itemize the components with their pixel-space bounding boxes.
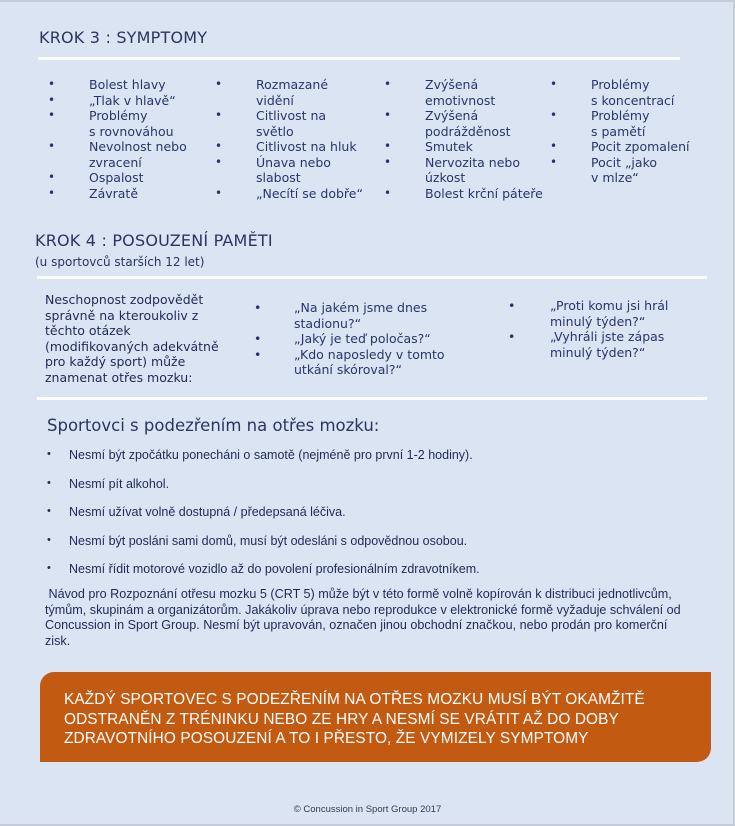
symptom-text: Ospalost: [89, 170, 144, 185]
symptom-item: [384, 108, 554, 139]
symptom-item: [215, 139, 385, 155]
bullet-icon: •: [254, 300, 262, 315]
symptom-item: [384, 186, 554, 202]
legal-notice: [45, 587, 695, 649]
memory-questions-right: [508, 298, 668, 360]
symptom-text: Nervozita nebo úzkost: [425, 154, 520, 185]
symptom-item: [384, 155, 554, 186]
symptom-text: Bolest hlavy: [89, 77, 166, 92]
suspected-item-text: Nesmí řídit motorové vozidlo až do povolení profesionálním zdravotníkem.: [69, 562, 480, 576]
bullet-icon: •: [48, 185, 56, 200]
symptom-item: [48, 108, 218, 139]
step4-heading: KROK 4 : POSOUZENÍ PAMĚTI: [35, 231, 273, 250]
bullet-icon: •: [550, 154, 558, 169]
symptom-text: Zvýšená podrážděnost: [425, 108, 511, 139]
suspected-item-text: Nesmí pít alkohol.: [69, 476, 170, 491]
bullet-icon: •: [47, 533, 51, 546]
symptom-column: [550, 77, 720, 186]
suspected-item-text: Nesmí užívat volně dostupná / předepsaná léčiva.: [69, 505, 346, 519]
symptom-text: Bolest krční páteře: [425, 185, 543, 201]
symptom-text: Smutek: [425, 139, 473, 154]
bullet-icon: •: [254, 346, 262, 362]
bullet-icon: •: [384, 77, 392, 91]
symptom-item: [215, 155, 385, 186]
step3-divider: [38, 57, 340, 60]
bullet-icon: •: [48, 170, 56, 184]
symptom-column: [215, 77, 385, 201]
symptom-item: [48, 186, 218, 202]
symptom-text: Rozmazané vidění: [256, 77, 329, 108]
bullet-icon: •: [550, 77, 558, 91]
memory-question-text: „Kdo naposledy v tomto utkání skóroval?“: [294, 346, 445, 377]
bullet-icon: •: [47, 505, 51, 517]
symptom-item: [550, 139, 720, 155]
suspected-item-text: Nesmí být posláni sami domů, musí být odesláni s odpovědnou osobou.: [69, 533, 468, 548]
bullet-icon: •: [47, 562, 51, 574]
symptom-item: [215, 77, 385, 108]
symptom-text: Zvýšená emotivnost: [425, 77, 496, 108]
symptom-text: Citlivost na světlo: [256, 108, 327, 139]
bullet-icon: •: [384, 185, 392, 200]
memory-question: [254, 300, 445, 331]
symptom-text: „Necítí se dobře“: [256, 185, 363, 201]
symptom-text: Pocit zpomalení: [591, 139, 690, 154]
symptom-text: Nevolnost nebo zvracení: [89, 139, 187, 170]
symptom-text: „Tlak v hlavě“: [89, 92, 176, 108]
bullet-icon: •: [215, 185, 223, 200]
symptom-item: [550, 155, 720, 186]
bullet-icon: •: [47, 448, 51, 460]
bullet-icon: •: [508, 298, 516, 313]
bullet-icon: •: [254, 331, 262, 346]
memory-question: [508, 329, 668, 360]
symptom-text: Závratě: [89, 185, 139, 201]
symptom-item: [48, 77, 218, 93]
bullet-icon: •: [48, 139, 56, 153]
memory-question-text: „Proti komu jsi hrál minulý týden?“: [550, 298, 669, 329]
bullet-icon: •: [215, 77, 223, 91]
symptom-item: [215, 108, 385, 139]
symptom-item: [48, 93, 218, 109]
suspected-title: Sportovci s podezřením na otřes mozku:: [47, 416, 380, 435]
symptom-text: Citlivost na hluk: [256, 139, 357, 154]
memory-question-text: „Na jakém jsme dnes stadionu?“: [294, 300, 428, 331]
symptom-text: Pocit „jako v mlze“: [591, 154, 658, 185]
memory-question-text: „Jaký je teď poločas?“: [294, 331, 431, 346]
page-border-top: [0, 0, 735, 2]
bullet-icon: •: [384, 108, 392, 122]
memory-question: [508, 298, 668, 329]
bullet-icon: •: [550, 139, 558, 153]
bullet-icon: •: [48, 92, 56, 107]
bullet-icon: •: [215, 139, 223, 153]
bullet-icon: •: [215, 108, 223, 122]
symptom-text: Problémy s pamětí: [591, 108, 650, 139]
symptom-column: [384, 77, 554, 201]
step4-subnote: (u sportovců starších 12 let): [35, 255, 205, 269]
step3-heading: KROK 3 : SYMPTOMY: [39, 28, 208, 47]
bullet-icon: •: [47, 476, 51, 489]
step4-divider-top: [37, 276, 707, 279]
warning-text: KAŽDÝ SPORTOVEC S PODEZŘENÍM NA OTŘES MOZKU MUSÍ BÝT OKAMŽITĚ ODSTRANĚN Z TRÉNINKU NEBO ZE HRY A NESMÍ SE VRÁTIT AŽ DO DOBY ZDRAVOTNÍHO POSOUZENÍ A TO I PŘESTO, ŽE VYMIZELY SYMPTOMY: [64, 691, 645, 747]
memory-lead-text: Neschopnost zodpovědět správně na kteroukoliv z těchto otázek (modifikovaných adekvátně pro každý sport) může znamenat otřes mozku:: [45, 292, 219, 385]
symptom-text: Únava nebo slabost: [256, 154, 331, 185]
symptom-item: [48, 139, 218, 170]
symptom-item: [550, 77, 720, 108]
memory-questions-left: [254, 300, 445, 378]
copyright-footer: © Concussion in Sport Group 2017: [293, 804, 442, 815]
symptom-item: [48, 170, 218, 186]
step3-divider-right: [340, 57, 680, 60]
memory-question-text: „Vyhráli jste zápas minulý týden?“: [550, 329, 665, 360]
memory-question: [254, 331, 445, 347]
memory-question: [254, 347, 445, 378]
bullet-icon: •: [384, 154, 392, 169]
symptom-text: Problémy s koncentrací: [591, 77, 675, 108]
bullet-icon: •: [215, 154, 223, 169]
legal-text: Návod pro Rozpoznání otřesu mozku 5 (CRT 5) může být v této formě volně kopírován k distribuci jednotlivcům, týmům, skupinám a organizátorům. Jakákoliv úprava nebo reprodukce v elektronické formě vyžaduje schválení od Concussion in Sport Group. Nesmí být upravován, označen jinou obchodní značkou, nebo prodán pro komerční zisk.: [45, 587, 681, 648]
bullet-icon: •: [508, 329, 516, 344]
symptom-item: [215, 186, 385, 202]
bullet-icon: •: [384, 139, 392, 153]
bullet-icon: •: [550, 108, 558, 122]
suspected-item-text: Nesmí být zpočátku ponecháni o samotě (nejméně pro první 1-2 hodiny).: [69, 448, 473, 462]
bullet-icon: •: [48, 77, 56, 91]
symptom-column: [48, 77, 218, 201]
symptom-item: [384, 139, 554, 155]
symptom-text: Problémy s rovnováhou: [89, 108, 174, 139]
bullet-icon: •: [48, 108, 56, 122]
warning-box: [40, 672, 711, 762]
symptom-item: [550, 108, 720, 139]
step4-divider-bottom: [37, 397, 707, 400]
symptom-item: [384, 77, 554, 108]
